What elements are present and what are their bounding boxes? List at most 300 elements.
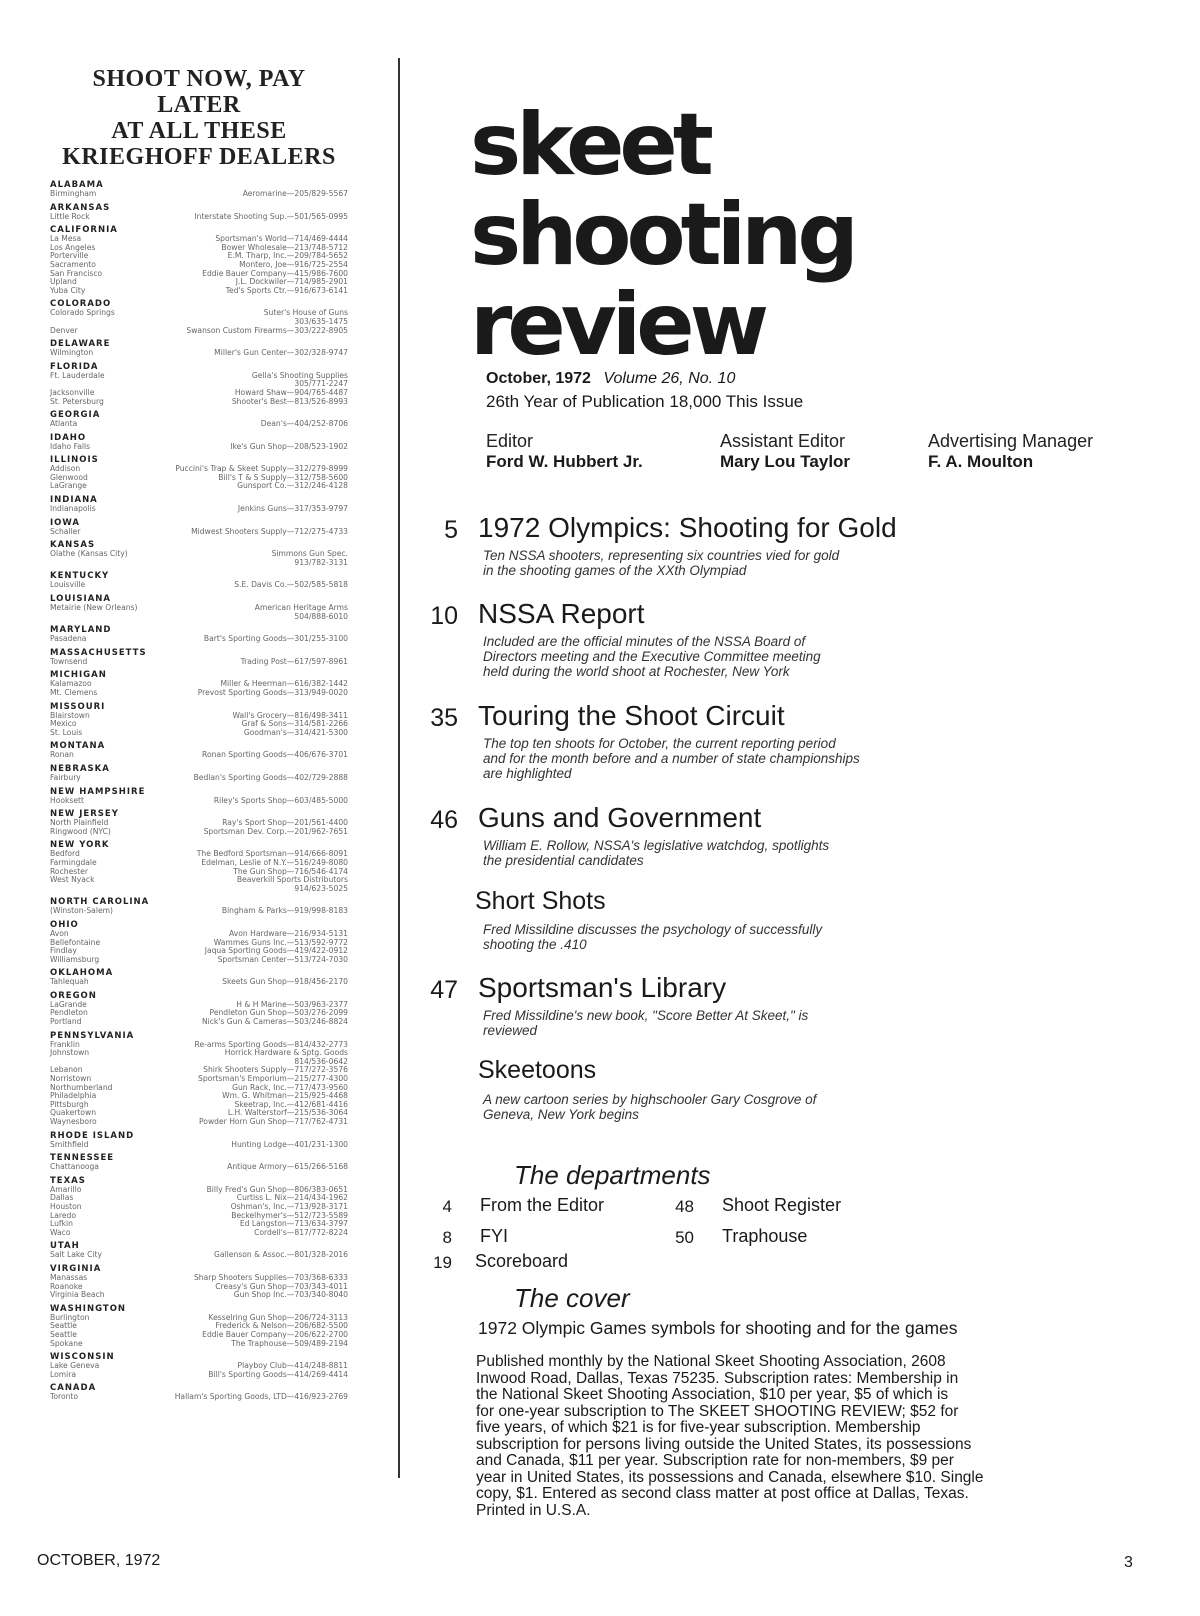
dealer-info: Dean's—404/252-8706 <box>260 420 348 429</box>
dealer-city: North Plainfield <box>50 818 109 828</box>
dealer-info: Re-arms Sporting Goods—814/432-2773 <box>194 1040 348 1049</box>
state-name: ARKANSAS <box>50 202 111 213</box>
dealer-info: 303/635-1475 <box>294 317 348 326</box>
dealer-entry <box>50 505 348 514</box>
dealer-info: Bower Wholesale—213/748-5712 <box>221 243 348 252</box>
dealer-state-group <box>50 1241 348 1260</box>
dealer-info: Eddie Bauer Company—415/986-7600 <box>202 269 348 278</box>
state-name: DELAWARE <box>50 339 111 350</box>
state-name: IOWA <box>50 517 80 528</box>
dealer-state-group <box>50 1304 348 1348</box>
dealer-state-group <box>50 625 348 644</box>
dealer-state-group <box>50 571 348 590</box>
dealer-entry <box>50 1212 348 1221</box>
dealer-info: E.M. Tharp, Inc.—209/784-5652 <box>227 252 348 261</box>
dealer-entry <box>50 635 348 644</box>
dealer-city: Burlington <box>50 1312 90 1322</box>
dealer-state-group <box>50 741 348 760</box>
dealer-city: Little Rock <box>50 211 90 221</box>
dealer-city: Houston <box>50 1201 82 1211</box>
dealer-info: Riley's Sports Shop—603/485-5000 <box>213 796 348 805</box>
column-divider <box>398 58 400 1478</box>
dealer-city: Portland <box>50 1017 82 1027</box>
dealer-entry <box>50 1331 348 1340</box>
dealer-info: Graf & Sons—314/581-2266 <box>241 720 348 729</box>
dealer-city: Fairbury <box>50 772 81 782</box>
department-from-the-editor[interactable]: From the Editor <box>480 1195 605 1215</box>
dealer-info: Wall's Grocery—816/498-3411 <box>232 711 348 720</box>
dealer-city: Blairstown <box>50 710 90 720</box>
dealer-entry <box>50 828 348 837</box>
state-name: IDAHO <box>50 432 87 443</box>
dealer-state-group <box>50 787 348 806</box>
dealer-entry <box>50 1203 348 1212</box>
dealer-entry <box>50 581 348 590</box>
state-name: NEW YORK <box>50 840 110 851</box>
state-name: TEXAS <box>50 1175 86 1186</box>
dealer-city: Rochester <box>50 866 88 876</box>
dealer-entry <box>50 751 348 760</box>
dealer-info: Jenkins Guns—317/353-9797 <box>237 505 348 514</box>
dealer-info: Interstate Shooting Sup.—501/565-0995 <box>194 212 348 221</box>
dealer-state-group <box>50 764 348 783</box>
state-name: MARYLAND <box>50 625 112 636</box>
dealer-city: Pendleton <box>50 1008 88 1018</box>
dealer-info: Skeetrap, Inc.—412/681-4416 <box>234 1100 348 1109</box>
dealer-entry <box>50 420 348 429</box>
dealer-city: San Francisco <box>50 268 103 278</box>
article-description: William E. Rollow, NSSA's legislative watchdog, spotlights the presidential candidates <box>483 838 830 868</box>
dealer-entry <box>50 1186 348 1195</box>
department-page-number: 19 <box>433 1253 452 1272</box>
dealer-info: Ike's Gun Shop—208/523-1902 <box>230 442 348 451</box>
dealer-entry <box>50 190 348 199</box>
state-name: LOUISIANA <box>50 594 111 605</box>
dealer-info: L.H. Walterstorf—215/536-3064 <box>227 1109 348 1118</box>
dealer-entry <box>50 729 348 738</box>
article-description: Fred Missildine's new book, "Score Better At Skeet," is reviewed <box>483 1008 809 1038</box>
dealer-state-group <box>50 897 348 916</box>
article-description: A new cartoon series by highschooler Gary Cosgrove of Geneva, New York begins <box>483 1092 817 1122</box>
dealer-state-group <box>50 1264 348 1300</box>
cover-heading: The cover <box>514 1283 630 1313</box>
dealer-info: 914/623-5025 <box>294 884 348 893</box>
dealer-info: Nick's Gun & Cameras—503/246-8824 <box>201 1018 348 1027</box>
dealer-city: Birmingham <box>50 189 97 198</box>
dealer-city: Waco <box>50 1227 71 1237</box>
dealer-state-group <box>50 594 348 621</box>
dealer-info: Ted's Sports Ctr.—916/673-6141 <box>225 286 348 295</box>
dealer-city: West Nyack <box>50 875 95 885</box>
dealer-city: Franklin <box>50 1039 80 1049</box>
dealer-entry <box>50 1092 348 1101</box>
dealer-city: Kalamazoo <box>50 679 92 689</box>
dealer-city: Pittsburgh <box>50 1099 89 1109</box>
dealer-entry <box>50 712 348 721</box>
staff-name: F. A. Moulton <box>928 452 1034 471</box>
dealer-entry <box>50 613 348 622</box>
dealer-info: Horrick Hardware & Sptg. Goods <box>224 1049 348 1058</box>
dealer-city: Idaho Falls <box>50 441 91 451</box>
dealer-info: Sportsman's Emporium—215/277-4300 <box>198 1075 348 1084</box>
department-scoreboard[interactable]: Scoreboard <box>475 1251 569 1271</box>
dealer-city: Dallas <box>50 1193 74 1203</box>
dealer-entry <box>50 1141 348 1150</box>
dealer-city: Ronan <box>50 750 74 760</box>
dealer-state-group <box>50 991 348 1027</box>
dealer-city: Findlay <box>50 946 77 956</box>
dealer-state-group <box>50 540 348 567</box>
dealer-entry <box>50 859 348 868</box>
dealer-info: 913/782-3131 <box>294 558 348 567</box>
dealer-city: Northumberland <box>50 1082 113 1092</box>
dealer-state-group <box>50 809 348 836</box>
dealer-entry <box>50 398 348 407</box>
staff-role: Assistant Editor <box>720 431 846 451</box>
dealer-city: Sacramento <box>50 259 96 269</box>
dealer-state-group <box>50 339 348 358</box>
dealer-info: Powder Horn Gun Shop—717/762-4731 <box>199 1118 348 1126</box>
department-traphouse[interactable]: Traphouse <box>722 1226 808 1246</box>
dealer-entry <box>50 1322 348 1331</box>
dealer-entry <box>50 1066 348 1075</box>
dealer-info: Miller & Heerman—616/382-1442 <box>220 680 348 689</box>
dealer-info: Bedlan's Sporting Goods—402/729-2888 <box>193 773 348 782</box>
article-title[interactable]: 1972 Olympics: Shooting for Gold <box>478 512 897 543</box>
dealer-entry <box>50 978 348 987</box>
state-name: CANADA <box>50 1383 97 1394</box>
department-page-number: 4 <box>442 1197 452 1216</box>
publication-year-line: 26th Year of Publication 18,000 This Issue <box>486 392 804 411</box>
dealer-entry <box>50 1009 348 1018</box>
dealer-city: LaGrange <box>50 481 87 491</box>
dealer-entry <box>50 1049 348 1058</box>
dealer-info: Kesselring Gun Shop—206/724-3113 <box>208 1313 348 1322</box>
dealer-city: Porterville <box>50 251 89 261</box>
state-name: ALABAMA <box>50 180 104 190</box>
dealer-entry <box>50 1274 348 1283</box>
dealer-info: Hallam's Sporting Goods, LTD—416/923-2769 <box>174 1393 348 1402</box>
dealer-entry <box>50 689 348 698</box>
dealer-info: Hunting Lodge—401/231-1300 <box>231 1140 348 1149</box>
dealer-city: Chattanooga <box>50 1162 99 1172</box>
dealer-info: Shirk Shooters Supply—717/272-3576 <box>203 1066 348 1075</box>
dealer-info: Gun Shop Inc.—703/340-8040 <box>233 1291 348 1300</box>
article-title[interactable]: Touring the Shoot Circuit <box>478 700 785 731</box>
dealer-heading: SHOOT NOW, PAY LATER AT ALL THESE KRIEGHOFF DEALERS <box>62 66 336 170</box>
dealer-city: Bellefontaine <box>50 937 101 947</box>
dealer-entry <box>50 1041 348 1050</box>
article-page-number: 47 <box>430 976 458 1004</box>
dealer-entry <box>50 1001 348 1010</box>
dealer-city: Denver <box>50 325 78 335</box>
department-page-number: 8 <box>442 1228 452 1247</box>
dealer-entry <box>50 482 348 491</box>
state-name: CALIFORNIA <box>50 225 118 236</box>
dealer-entry <box>50 1291 348 1300</box>
dealer-info: The Traphouse—509/489-2194 <box>231 1339 348 1348</box>
dealer-entry <box>50 1118 348 1127</box>
state-name: WISCONSIN <box>50 1352 115 1363</box>
dealer-info: Avon Hardware—216/934-5131 <box>229 929 348 938</box>
dealer-city: Addison <box>50 464 81 474</box>
state-name: NEW HAMPSHIRE <box>50 786 146 797</box>
dealer-entry <box>50 309 348 318</box>
dealer-city: Salt Lake City <box>50 1250 102 1260</box>
dealer-entry <box>50 270 348 279</box>
dealer-entry <box>50 1220 348 1229</box>
dealer-city: Johnstown <box>50 1048 90 1058</box>
dealer-city: Upland <box>50 277 77 287</box>
dealer-city: Virginia Beach <box>50 1290 105 1300</box>
cover-description: 1972 Olympic Games symbols for shooting and for the games <box>478 1318 958 1338</box>
state-name: OKLAHOMA <box>50 968 114 979</box>
dealer-city: Mt. Clemens <box>50 688 98 697</box>
article-description: The top ten shoots for October, the current reporting period and for the month before and a number of state championships are highlighted <box>483 736 860 781</box>
dealer-entry <box>50 278 348 287</box>
dealer-info: Gunsport Co.—312/246-4128 <box>237 482 348 491</box>
dealer-entry <box>50 465 348 474</box>
dealer-city: Louisville <box>50 580 86 590</box>
state-name: UTAH <box>50 1241 80 1252</box>
dealer-city: Indianapolis <box>50 504 96 514</box>
department-fyi[interactable]: FYI <box>480 1226 509 1246</box>
state-name: NORTH CAROLINA <box>50 897 150 908</box>
dealer-entry <box>50 213 348 222</box>
dealer-state-group <box>50 702 348 738</box>
dealer-city: Avon <box>50 928 69 938</box>
dealer-city: Pasadena <box>50 634 87 644</box>
dealer-state-group <box>50 203 348 222</box>
dealer-info: The Bedford Sportsman—914/666-8091 <box>196 850 348 859</box>
dealer-city: Tahlequah <box>50 977 89 987</box>
state-name: INDIANA <box>50 495 98 506</box>
department-page-number: 48 <box>675 1197 694 1216</box>
dealer-entry <box>50 1194 348 1203</box>
state-name: WASHINGTON <box>50 1303 127 1314</box>
dealer-city: Manassas <box>50 1272 88 1282</box>
dealer-states <box>50 180 348 1402</box>
dealer-city: Olathe (Kansas City) <box>50 549 128 559</box>
dealer-state-group <box>50 1383 348 1402</box>
staff-role: Editor <box>486 431 534 451</box>
dealer-entry <box>50 349 348 358</box>
dealer-entry <box>50 559 348 568</box>
dealer-info: Jaqua Sporting Goods—419/422-0912 <box>204 947 348 956</box>
department-shoot-register[interactable]: Shoot Register <box>722 1195 842 1215</box>
dealer-info: 814/536-0642 <box>294 1057 348 1066</box>
dealer-city: Lebanon <box>50 1065 83 1075</box>
footer-date: OCTOBER, 1972 <box>37 1552 161 1569</box>
staff-name: Mary Lou Taylor <box>720 452 851 471</box>
dealer-entry <box>50 868 348 877</box>
issue-date: October, 1972 <box>486 370 591 387</box>
state-name: NEBRASKA <box>50 763 110 774</box>
state-name: VIRGINIA <box>50 1263 102 1274</box>
dealer-entry <box>50 443 348 452</box>
state-name: MISSOURI <box>50 701 106 712</box>
dealer-state-group <box>50 410 348 429</box>
dealer-entry <box>50 1251 348 1260</box>
staff-advertising-manager <box>928 431 1093 472</box>
dealer-info: Beaverkill Sports Distributors <box>236 876 348 885</box>
dealer-info: Ronan Sporting Goods—406/676-3701 <box>202 751 348 760</box>
dealer-city: Roanoke <box>50 1281 83 1291</box>
dealer-state-group <box>50 1352 348 1379</box>
dealer-city: Townsend <box>50 656 88 666</box>
dealer-city: Hooksett <box>50 795 84 805</box>
dealer-state-group <box>50 920 348 964</box>
article-page-number: 46 <box>430 806 458 834</box>
dealer-city: Seattle <box>50 1329 77 1339</box>
dealer-city: LaGrande <box>50 999 87 1009</box>
dealer-info: Bill's T & S Supply—312/758-5600 <box>218 473 348 482</box>
issue-volume: Volume 26, No. 10 <box>603 370 736 387</box>
dealer-entry <box>50 956 348 965</box>
dealer-entry <box>50 1393 348 1402</box>
article-page-number: 5 <box>444 516 458 544</box>
dealer-info: Howard Shaw—904/765-4487 <box>234 388 348 397</box>
dealer-city: St. Petersburg <box>50 396 104 406</box>
article-description: Fred Missildine discusses the psychology of successfully shooting the .410 <box>483 922 823 952</box>
dealer-state-group <box>50 968 348 987</box>
dealer-entry <box>50 372 348 381</box>
dealer-state-group <box>50 1176 348 1238</box>
dealer-info: Trading Post—617/597-8961 <box>240 657 348 666</box>
dealer-city: Toronto <box>50 1392 79 1402</box>
dealer-state-group <box>50 180 348 199</box>
dealer-state-group <box>50 225 348 295</box>
dealer-city: La Mesa <box>50 234 82 244</box>
article-page-number: 10 <box>430 602 458 630</box>
dealer-info: Beckelhymer's—512/723-5589 <box>231 1211 348 1220</box>
dealer-entry <box>50 1340 348 1349</box>
dealer-info: Gella's Shooting Supplies <box>251 371 348 380</box>
state-name: OREGON <box>50 990 97 1001</box>
dealer-entry <box>50 550 348 559</box>
dealer-info: Eddie Bauer Company—206/622-2700 <box>202 1330 348 1339</box>
article-title[interactable]: Guns and Government <box>478 802 762 833</box>
dealer-info: Wammes Guns Inc.—513/592-9772 <box>213 938 348 947</box>
dealer-info: Creasy's Gun Shop—703/343-4011 <box>215 1282 348 1291</box>
state-name: MONTANA <box>50 741 106 752</box>
dealer-city: (Winston-Salem) <box>50 906 113 916</box>
dealer-entry <box>50 287 348 296</box>
publication-info: Published monthly by the National Skeet Shooting Association, 2608 Inwood Road, Dallas, Texas 75235. Subscription rates: Membership in the National Skeet Shooting Association, $10 per year, $5 of which is for one-year subscription to The SKEET SHOOTING REVIEW; $52 for five years, of which $21 is for five-year subscription. Membership subscription for persons living outside the United States, its possessions and Canada, $11 per year. Subscription rate for non-members, $9 per year in United States, its possessions and Canada, elsewhere $10. Single copy, $1. Entered as second class matter at post office at Dallas, Texas. Printed in U.S.A. <box>476 1353 984 1519</box>
dealer-city: Lake Geneva <box>50 1361 100 1371</box>
dealer-city: Jacksonville <box>50 387 95 397</box>
dealer-entry <box>50 1229 348 1238</box>
dealer-entry <box>50 1362 348 1371</box>
dealer-info: Sportsman Dev. Corp.—201/962-7651 <box>203 827 348 836</box>
state-name: NEW JERSEY <box>50 809 119 820</box>
dealer-info: Cordell's—817/772-8224 <box>254 1228 348 1237</box>
dealer-state-group <box>50 840 348 893</box>
dealer-city: Laredo <box>50 1210 76 1220</box>
dealer-info: American Heritage Arms <box>254 604 348 613</box>
state-name: TENNESSEE <box>50 1153 115 1164</box>
dealer-city: Quakertown <box>50 1108 97 1118</box>
dealer-info: Edelman, Leslie of N.Y.—516/249-8080 <box>201 858 348 867</box>
dealer-city: Ft. Lauderdale <box>50 370 105 380</box>
state-name: GEORGIA <box>50 410 101 421</box>
state-name: ILLINOIS <box>50 455 99 466</box>
article-description: Included are the official minutes of the NSSA Board of Directors meeting and the Executive Committee meeting held during the world shoot at Rochester, New York <box>483 634 821 679</box>
state-name: FLORIDA <box>50 361 99 372</box>
staff-assistant-editor <box>720 431 850 472</box>
dealer-city: Bedford <box>50 849 80 859</box>
dealer-entry <box>50 604 348 613</box>
dealer-info: Antique Armory—615/266-5168 <box>227 1163 348 1172</box>
dealer-state-group <box>50 670 348 697</box>
dealer-entry <box>50 318 348 327</box>
dealer-info: Simmons Gun Spec. <box>271 550 348 559</box>
dealer-city: Norristown <box>50 1074 92 1084</box>
issue-line <box>486 370 735 388</box>
dealer-city: Ringwood (NYC) <box>50 826 111 836</box>
state-name: OHIO <box>50 919 79 930</box>
dealer-info: Goodman's—314/421-5300 <box>243 728 348 737</box>
dealer-entry <box>50 797 348 806</box>
dealer-entry <box>50 1163 348 1172</box>
dealer-entry <box>50 907 348 916</box>
article-page-number: 35 <box>430 704 458 732</box>
article-title[interactable]: Short Shots <box>475 887 606 915</box>
dealer-info: Miller's Gun Center—302/328-9747 <box>214 349 348 358</box>
dealer-info: Shooter's Best—813/526-8993 <box>231 397 348 406</box>
article-title[interactable]: NSSA Report <box>478 598 645 629</box>
article-description: Ten NSSA shooters, representing six countries vied for gold in the shooting games of the XXth Olympiad <box>483 548 840 578</box>
dealer-entry <box>50 528 348 537</box>
dealer-info: Wm. G. Whitman—215/925-4468 <box>222 1092 348 1101</box>
dealer-info: Pendleton Gun Shop—503/276-2099 <box>209 1009 348 1018</box>
dealer-city: Atlanta <box>50 419 78 429</box>
dealer-city: Waynesboro <box>50 1117 97 1126</box>
dealer-info: H & H Marine—503/963-2377 <box>236 1000 348 1009</box>
dealer-state-group <box>50 433 348 452</box>
dealer-info: Billy Fred's Gun Shop—806/383-0651 <box>206 1185 348 1194</box>
dealer-info: Curtiss L. Nix—214/434-1962 <box>236 1194 348 1203</box>
dealer-entry <box>50 876 348 885</box>
dealer-city: Lomira <box>50 1369 77 1379</box>
state-name: COLORADO <box>50 299 112 310</box>
dealer-info: S.E. Davis Co.—502/585-5818 <box>234 581 348 590</box>
dealer-info: Sportsman's World—714/469-4444 <box>215 235 348 244</box>
dealer-entry <box>50 380 348 389</box>
dealer-city: Amarillo <box>50 1184 82 1194</box>
dealer-city: Yuba City <box>50 285 86 295</box>
article-title[interactable]: Skeetoons <box>478 1056 597 1084</box>
state-name: MICHIGAN <box>50 670 107 681</box>
dealer-city: Lufkin <box>50 1219 73 1229</box>
dealer-state-group <box>50 1031 348 1127</box>
dealer-state-group <box>50 518 348 537</box>
dealer-city: Los Angeles <box>50 242 96 252</box>
article-title[interactable]: Sportsman's Library <box>478 972 727 1003</box>
dealer-entry <box>50 474 348 483</box>
state-name: RHODE ISLAND <box>50 1130 135 1141</box>
dealer-entry <box>50 885 348 894</box>
dealer-info: Oshman's, Inc.—713/928-3171 <box>230 1202 348 1211</box>
department-page-number: 50 <box>675 1228 694 1247</box>
dealer-entry <box>50 1371 348 1380</box>
dealer-info: Bill's Sporting Goods—414/269-4414 <box>208 1370 348 1379</box>
dealer-city: Glenwood <box>50 472 88 482</box>
dealer-state-group <box>50 648 348 667</box>
dealer-info: Midwest Shooters Supply—712/275-4733 <box>191 527 348 536</box>
dealer-city: Schaller <box>50 526 81 536</box>
departments-heading: The departments <box>514 1160 711 1190</box>
